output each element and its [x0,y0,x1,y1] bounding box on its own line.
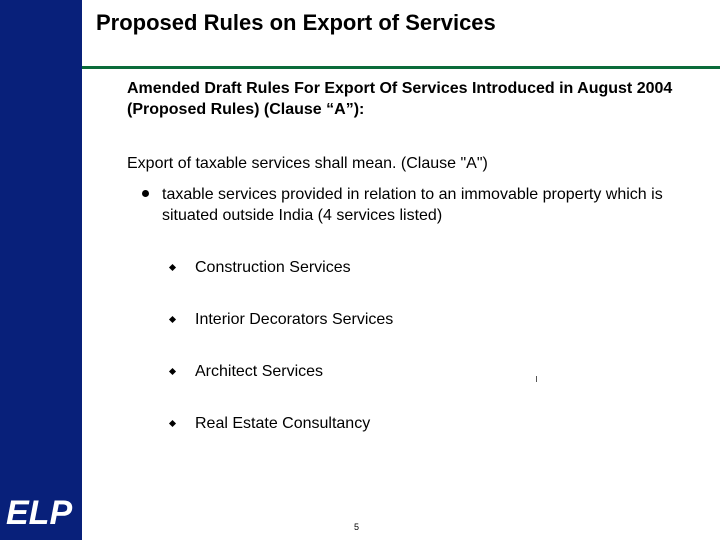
title-divider [82,66,720,69]
diamond-bullet-icon [169,316,176,323]
diamond-bullet-icon [169,264,176,271]
list-item-label: Architect Services [195,363,324,380]
bullet-dot-icon [142,190,149,197]
diamond-bullet-icon [169,420,176,427]
intro-text: Export of taxable services shall mean. (Clause "A") [127,155,488,172]
list-item-label: Construction Services [195,259,351,276]
diamond-bullet-icon [169,368,176,375]
brand-sidebar [0,0,82,540]
page-number: 5 [354,522,360,532]
bullet-text: taxable services provided in relation to an immovable property which is situated outside India (4 services listed) [162,186,663,224]
stray-mark [536,376,537,382]
section-heading: Amended Draft Rules For Export Of Services Introduced in August 2004 (Proposed Rules) (Clause “A”): [127,80,673,118]
list-item-label: Interior Decorators Services [195,311,394,328]
slide-title: Proposed Rules on Export of Services [96,10,496,35]
elp-logo: ELP [6,494,73,532]
list-item-label: Real Estate Consultancy [195,415,371,432]
